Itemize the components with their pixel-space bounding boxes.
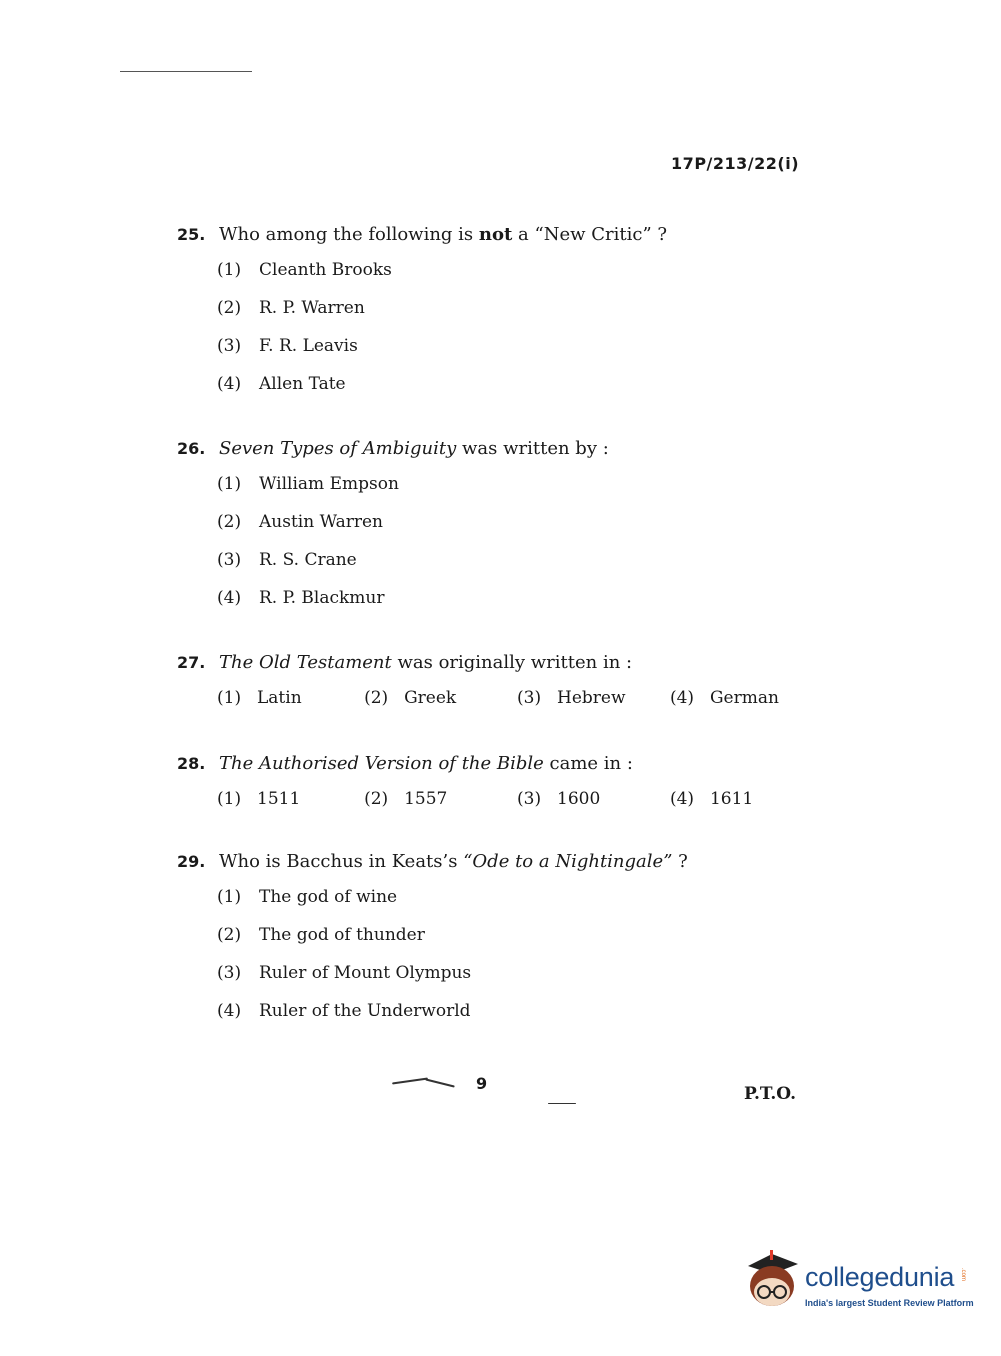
- option-text: R. P. Warren: [259, 298, 365, 318]
- option-number: (1): [217, 474, 242, 494]
- option-text: The god of wine: [259, 887, 398, 907]
- options-list: [217, 257, 817, 409]
- option-number: (2): [217, 298, 242, 318]
- option-text: Allen Tate: [259, 374, 346, 394]
- question-29: [177, 851, 817, 1036]
- option-number: (4): [217, 1001, 242, 1021]
- option-text: William Empson: [259, 474, 399, 494]
- option-text: Latin: [257, 688, 302, 708]
- option: [217, 998, 817, 1036]
- option: [217, 547, 817, 585]
- question-number: 29.: [177, 852, 206, 871]
- option: [670, 786, 817, 812]
- question-26: [177, 438, 817, 623]
- brand-name: collegedunia: [805, 1262, 955, 1292]
- option-number: (3): [217, 336, 242, 356]
- page-number: 9: [476, 1074, 488, 1093]
- option-number: (1): [217, 260, 242, 280]
- option: [364, 786, 517, 812]
- option-number: (3): [217, 963, 242, 983]
- option: [217, 585, 817, 623]
- option: [217, 295, 817, 333]
- scan-smudge: [392, 1078, 428, 1085]
- option-number: (1): [217, 887, 242, 907]
- option-text: Hebrew: [557, 688, 626, 708]
- work-title: Seven Types of Ambiguity: [219, 438, 457, 459]
- question-stem: [177, 652, 817, 673]
- scan-smudge: [425, 1078, 455, 1087]
- option-text: Austin Warren: [259, 512, 383, 532]
- option: [217, 371, 817, 409]
- question-stem: [177, 851, 817, 872]
- option-text: The god of thunder: [259, 925, 425, 945]
- question-emphasis: not: [478, 224, 513, 245]
- option: [217, 960, 817, 998]
- question-text-end: came in :: [543, 753, 633, 774]
- option-text: R. P. Blackmur: [259, 588, 385, 608]
- option: [217, 884, 817, 922]
- option-text: Greek: [404, 688, 457, 708]
- option: [517, 685, 670, 711]
- option-number: (4): [217, 588, 242, 608]
- scan-smudge: [548, 1103, 576, 1104]
- option-number: (1): [217, 789, 242, 809]
- option-number: (4): [217, 374, 242, 394]
- question-text-end: ?: [672, 851, 688, 872]
- question-number: 28.: [177, 754, 206, 773]
- option-number: (3): [517, 688, 542, 708]
- option: [217, 922, 817, 960]
- question-number: 27.: [177, 653, 206, 672]
- option-number: (4): [669, 688, 695, 708]
- option-number: (1): [217, 688, 242, 708]
- option: [517, 786, 670, 812]
- question-text: Who is Bacchus in Keats’s: [219, 851, 464, 872]
- question-text-end: was written by :: [456, 438, 609, 459]
- work-title: The Old Testament: [219, 652, 392, 673]
- option: [217, 257, 817, 295]
- option-text: R. S. Crane: [259, 550, 357, 570]
- options-list: [217, 471, 817, 623]
- question-number: 26.: [177, 439, 206, 458]
- options-row: [217, 685, 817, 711]
- pto-label: P.T.O.: [744, 1084, 796, 1104]
- option-text: 1611: [709, 789, 754, 809]
- option-number: (4): [669, 789, 695, 809]
- option-number: (2): [217, 925, 242, 945]
- option: [217, 786, 364, 812]
- option-number: (2): [217, 512, 242, 532]
- top-rule: [120, 71, 252, 72]
- question-stem: [177, 753, 817, 774]
- option: [217, 509, 817, 547]
- option-text: Ruler of Mount Olympus: [259, 963, 472, 983]
- options-row: [217, 786, 817, 812]
- question-text: Who among the following is: [219, 224, 479, 245]
- option-text: Ruler of the Underworld: [259, 1001, 471, 1021]
- brand-domain: .com: [960, 1268, 966, 1282]
- option-number: (3): [217, 550, 242, 570]
- question-text-end: was originally written in :: [391, 652, 633, 673]
- option-text: 1511: [257, 789, 301, 809]
- question-28: [177, 753, 817, 812]
- question-text-end: a “New Critic” ?: [512, 224, 668, 245]
- option-text: German: [709, 688, 779, 708]
- option: [217, 333, 817, 371]
- brand-tagline: India's largest Student Review Platform: [805, 1298, 974, 1308]
- option: [364, 685, 517, 711]
- option: [217, 471, 817, 509]
- question-27: [177, 652, 817, 711]
- option-text: F. R. Leavis: [259, 336, 358, 356]
- option-number: (3): [517, 789, 542, 809]
- option-number: (2): [364, 688, 389, 708]
- work-title: The Authorised Version of the Bible: [219, 753, 544, 774]
- option: [670, 685, 817, 711]
- option-number: (2): [364, 789, 389, 809]
- options-list: [217, 884, 817, 1036]
- option-text: Cleanth Brooks: [259, 260, 392, 280]
- option-text: 1600: [557, 789, 601, 809]
- question-stem: [177, 438, 817, 459]
- option: [217, 685, 364, 711]
- option-text: 1557: [404, 789, 448, 809]
- work-title: “Ode to a Nightingale”: [463, 851, 673, 872]
- question-stem: [177, 224, 817, 245]
- mascot-icon: [742, 1250, 802, 1312]
- paper-code: 17P/213/22(i): [671, 154, 799, 173]
- question-number: 25.: [177, 225, 206, 244]
- question-25: [177, 224, 817, 409]
